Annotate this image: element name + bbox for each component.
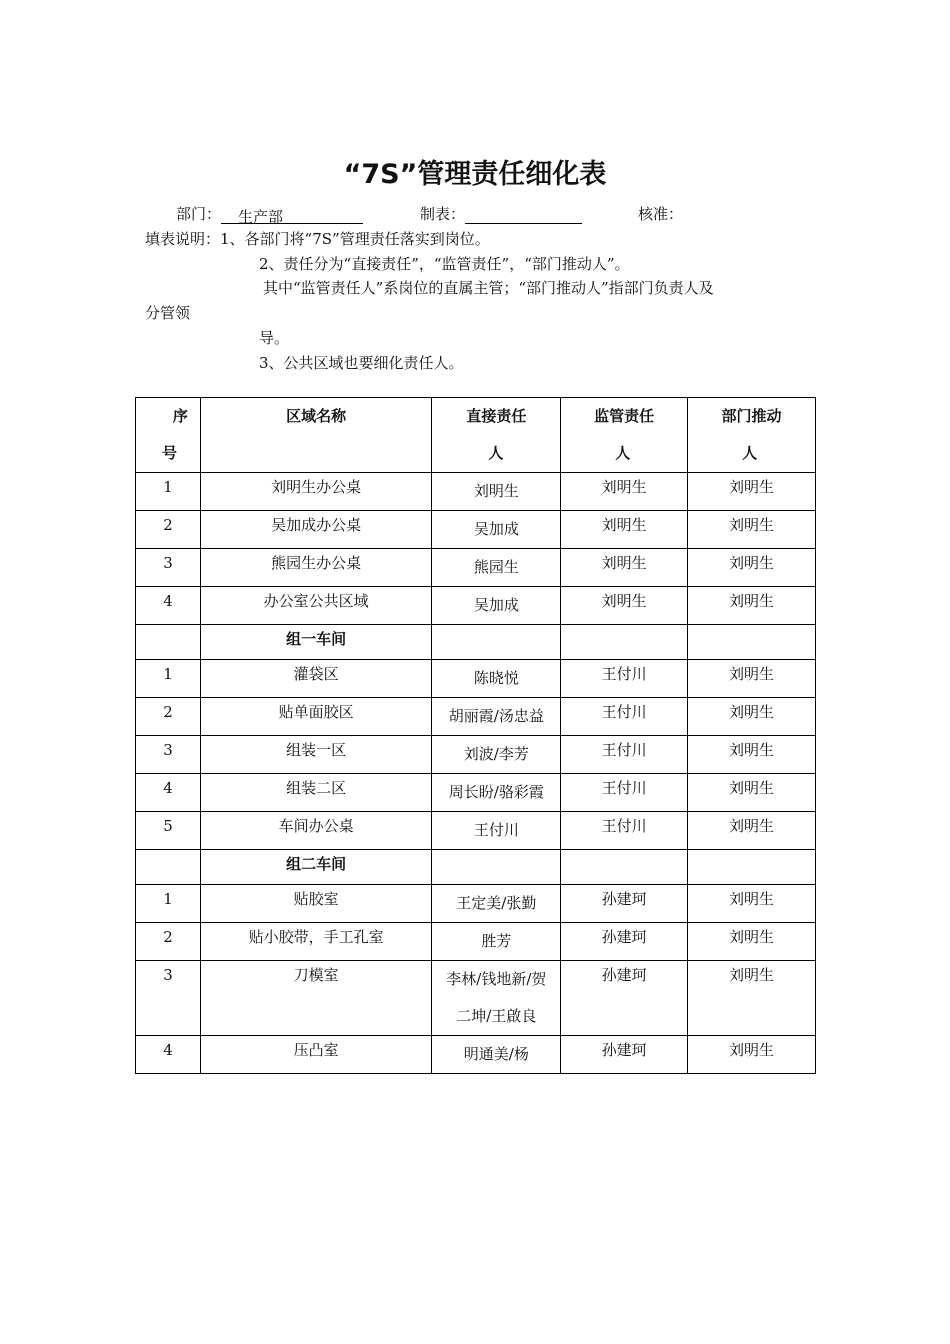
table-row xyxy=(136,587,816,625)
cell-seq: 2 xyxy=(136,923,201,961)
cell-direct: 陈晓悦 xyxy=(432,660,561,698)
approve-field xyxy=(638,203,683,224)
cell-seq: 1 xyxy=(136,660,201,698)
note-line-5: 导。 xyxy=(259,329,290,347)
cell-supervise: 王付川 xyxy=(561,736,688,774)
cell-promote xyxy=(688,625,816,660)
dept-field xyxy=(176,203,363,224)
cell-area: 刘明生办公桌 xyxy=(200,473,431,511)
cell-direct: 熊园生 xyxy=(432,549,561,587)
table-row xyxy=(136,511,816,549)
cell-supervise xyxy=(561,850,688,885)
cell-supervise: 刘明生 xyxy=(561,549,688,587)
cell-area: 组一车间 xyxy=(200,625,431,660)
page-title: “7S”管理责任细化表 xyxy=(343,159,607,190)
header-promote xyxy=(688,398,816,473)
cell-promote: 刘明生 xyxy=(688,473,816,511)
cell-seq: 1 xyxy=(136,885,201,923)
table-row xyxy=(136,698,816,736)
cell-direct: 周长盼/骆彩霞 xyxy=(432,774,561,812)
header-seq-line1: 序 xyxy=(172,407,188,425)
table-row xyxy=(136,961,816,1036)
cell-promote xyxy=(688,850,816,885)
table-header-row xyxy=(136,398,816,473)
cell-area: 组装一区 xyxy=(200,736,431,774)
cell-supervise: 刘明生 xyxy=(561,587,688,625)
cell-supervise: 王付川 xyxy=(561,698,688,736)
cell-promote: 刘明生 xyxy=(688,511,816,549)
cell-area: 组装二区 xyxy=(200,774,431,812)
cell-promote: 刘明生 xyxy=(688,923,816,961)
cell-promote: 刘明生 xyxy=(688,961,816,1036)
dept-label: 部门： xyxy=(176,205,222,223)
maker-line xyxy=(465,206,582,224)
approve-label: 核准： xyxy=(638,205,684,223)
cell-seq: 3 xyxy=(136,736,201,774)
header-direct-line2: 人 xyxy=(488,444,504,462)
note-line-2: 2、责任分为“直接责任”，“监管责任”，“部门推动人”。 xyxy=(259,255,630,273)
cell-seq: 4 xyxy=(136,1036,201,1074)
header-supervise-line2: 人 xyxy=(615,444,631,462)
cell-supervise: 孙建珂 xyxy=(561,1036,688,1074)
cell-area: 压凸室 xyxy=(200,1036,431,1074)
table-row xyxy=(136,1036,816,1074)
cell-area: 贴单面胶区 xyxy=(200,698,431,736)
cell-seq: 2 xyxy=(136,511,201,549)
header-seq xyxy=(136,398,201,473)
header-seq-line2: 号 xyxy=(162,444,178,462)
table-row xyxy=(136,774,816,812)
cell-seq: 3 xyxy=(136,961,201,1036)
cell-supervise: 孙建珂 xyxy=(561,923,688,961)
cell-direct: 明通美/杨 xyxy=(432,1036,561,1074)
cell-promote: 刘明生 xyxy=(688,1036,816,1074)
cell-area: 贴胶室 xyxy=(200,885,431,923)
cell-supervise: 刘明生 xyxy=(561,511,688,549)
table-row xyxy=(136,660,816,698)
cell-direct: 胜芳 xyxy=(432,923,561,961)
cell-direct: 吴加成 xyxy=(432,511,561,549)
header-direct-line1: 直接责任 xyxy=(466,407,527,425)
cell-promote: 刘明生 xyxy=(688,549,816,587)
cell-direct xyxy=(432,850,561,885)
cell-area: 吴加成办公桌 xyxy=(200,511,431,549)
cell-promote: 刘明生 xyxy=(688,660,816,698)
table-row xyxy=(136,736,816,774)
cell-area: 组二车间 xyxy=(200,850,431,885)
cell-seq: 5 xyxy=(136,812,201,850)
cell-promote: 刘明生 xyxy=(688,885,816,923)
cell-seq: 3 xyxy=(136,549,201,587)
cell-promote: 刘明生 xyxy=(688,698,816,736)
cell-area: 灌袋区 xyxy=(200,660,431,698)
cell-promote: 刘明生 xyxy=(688,736,816,774)
cell-supervise: 孙建珂 xyxy=(561,961,688,1036)
header-area xyxy=(200,398,431,473)
cell-direct: 王付川 xyxy=(432,812,561,850)
cell-direct: 胡丽霞/汤忠益 xyxy=(432,698,561,736)
note-line-6: 3、公共区域也要细化责任人。 xyxy=(259,354,464,372)
cell-supervise: 刘明生 xyxy=(561,473,688,511)
cell-seq: 4 xyxy=(136,587,201,625)
note-line-4: 分管领 xyxy=(145,304,191,322)
note-line-1: 填表说明：1、各部门将“7S”管理责任落实到岗位。 xyxy=(145,230,490,248)
responsibility-table xyxy=(135,397,816,1074)
cell-area: 熊园生办公桌 xyxy=(200,549,431,587)
cell-promote: 刘明生 xyxy=(688,587,816,625)
maker-label: 制表： xyxy=(420,205,466,223)
table-row xyxy=(136,812,816,850)
table-row xyxy=(136,473,816,511)
cell-direct xyxy=(432,625,561,660)
cell-seq: 2 xyxy=(136,698,201,736)
cell-direct: 王定美/张勤 xyxy=(432,885,561,923)
header-area-line1: 区域名称 xyxy=(286,407,347,425)
header-promote-line1: 部门推动 xyxy=(721,407,782,425)
cell-direct: 吴加成 xyxy=(432,587,561,625)
cell-supervise: 王付川 xyxy=(561,660,688,698)
cell-seq xyxy=(136,625,201,660)
table-row xyxy=(136,885,816,923)
cell-supervise xyxy=(561,625,688,660)
cell-direct: 刘明生 xyxy=(432,473,561,511)
section-row xyxy=(136,625,816,660)
cell-area: 贴小胶带，手工孔室 xyxy=(200,923,431,961)
cell-area: 办公室公共区域 xyxy=(200,587,431,625)
cell-seq: 1 xyxy=(136,473,201,511)
cell-area: 车间办公桌 xyxy=(200,812,431,850)
section-row xyxy=(136,850,816,885)
table-row xyxy=(136,923,816,961)
header-promote-line2: 人 xyxy=(742,444,758,462)
cell-direct: 李林/钱地新/贺二坤/王啟良 xyxy=(432,961,561,1036)
maker-field xyxy=(420,203,582,224)
note-line-3: 其中“监管责任人”系岗位的直属主管；“部门推动人”指部门负责人及 xyxy=(263,279,714,297)
cell-area: 刀模室 xyxy=(200,961,431,1036)
cell-promote: 刘明生 xyxy=(688,774,816,812)
table-row xyxy=(136,549,816,587)
cell-supervise: 孙建珂 xyxy=(561,885,688,923)
cell-supervise: 王付川 xyxy=(561,774,688,812)
cell-direct: 刘波/李芳 xyxy=(432,736,561,774)
dept-value: 生产部 xyxy=(221,206,363,224)
cell-seq xyxy=(136,850,201,885)
header-supervise xyxy=(561,398,688,473)
header-direct xyxy=(432,398,561,473)
cell-supervise: 王付川 xyxy=(561,812,688,850)
cell-promote: 刘明生 xyxy=(688,812,816,850)
cell-seq: 4 xyxy=(136,774,201,812)
header-supervise-line1: 监管责任 xyxy=(594,407,655,425)
